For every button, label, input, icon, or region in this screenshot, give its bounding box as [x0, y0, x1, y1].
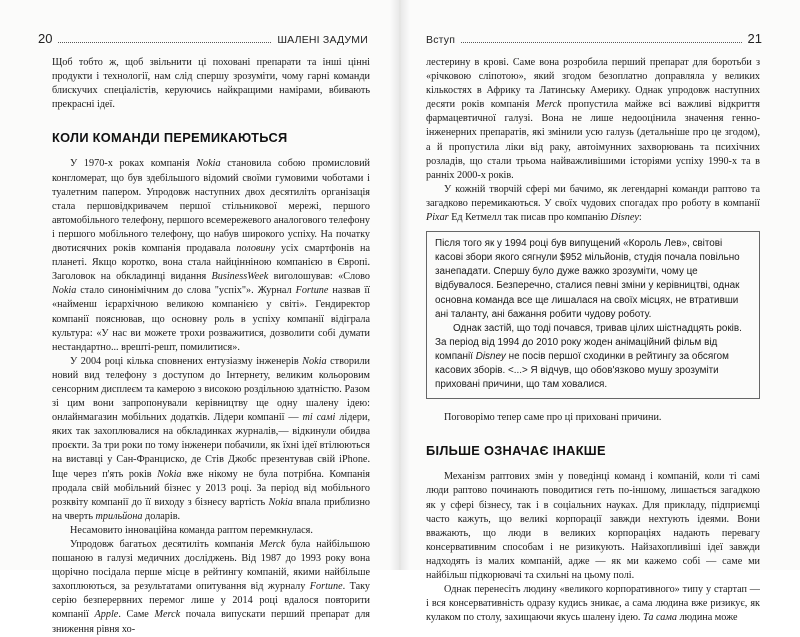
paragraph: Несамовито інноваційна команда раптом перемкнулася.	[70, 524, 313, 536]
dotted-leader	[58, 41, 271, 43]
paragraph: Поговорімо тепер саме про ці приховані причини.	[444, 412, 662, 424]
paragraph: У кожній творчій сфері ми бачимо, як легендарні команди раптово та загадково перемикаються. У своїх чудових спогадах про роботу в компанії Pixar Ед Кетмелл так писав про компанію Disney:	[426, 183, 760, 224]
chapter-title: Вступ	[426, 34, 456, 46]
page-number-left: 20	[38, 31, 53, 46]
paragraph: У 1970-х роках компанія Nokia становила собою промисловий конгломерат, що був здебільшого відомий своїми гумовими чоботами і туалетним папером. Упродовж наступних двох десятиліть організація стала першовідкривачем першої стільникової мережі, першого автомобільного телефону, першого всемережевого аналогового телефону і першого мобільного телефону, що набув широкого успіху. На початку двотисячних років компанія продавала половину усіх смартфонів на планеті. Якщо коротко, вона стала найцінніною компанією в Європі. Заголовок на обкладинці видання BusinessWeek виголошував: «Слово Nokia стало синонімічним до слова "успіх"». Журнал Fortune назвав її «найменш ієрархічною великою компанією у світі». Гендиректор компанії пояснював, що основну роль в успіху компанії відіграла культура: «У нас ви можете трохи розважитися, дозволити собі думати нестандартно... врешті-решт, помилитися».	[52, 158, 371, 353]
paragraph: лестерину в крові. Саме вона розробила перший препарат для боротьби з «річковою сліпотою», який згодом безоплатно доправляла у великих кількостях в Африку та Латинську Америку. Однак упродовж наступних десяти років компанія Merck пропустила майже всі важливі відкриття фармацевтичної галузі. Вона не лише недооцінила значення генно-інженерних препаратів, які змінили усю галузь (детальніше про це згодом), а й пропустила ліки від раку, автоімунних захворювань та психічних розладів, що стали трьома найважливішими історіями успіху 1990-х та в ранніх 2000-х років.	[426, 57, 760, 181]
section-heading: КОЛИ КОМАНДИ ПЕРЕМИКАЮТЬСЯ	[52, 130, 288, 146]
block-quote	[426, 231, 760, 399]
intro-paragraph: Щоб тобто ж, щоб звільнити ці поховані препарати та інші цінні продукти і технології, нам слід спершу зрозуміти, чому гарні команди блискучих спеціалістів, керуючись найкращими намірами, вбивають прекрасні ідеї.	[52, 57, 370, 111]
right-text-column	[426, 56, 760, 625]
paragraph: У 2004 році кілька сповнених ентузіазму інженерів Nokia створили новий вид телефону з доступом до Інтернету, великим кольоровим сенсорним дисплеєм та камерою з високою роздільною здатністю. Разом зі цим вони запропонували керівництву ще одну шалену ідею: онлайнмагазин мобільних додатків. Лідери компанії — ті самі лідери, яких так захоплювалися на обкладинках журналів,— відкинули обидва проєкти. За три роки по тому інженери побачили, як їхні ідеї втілюються на виставці у Сан-Франциско, де Стів Джобс презентував свій iPhone. Іще через п'ять років Nokia вже нікому не була потрібна. Компанія продала свій мобільний бізнес у 2013 році. За період від мобільного розквіту компанії до її виходу з бізнесу вартість Nokia впала приблизно на чверть трильйона доларів.	[52, 355, 371, 522]
left-running-head	[38, 32, 368, 46]
dotted-leader	[461, 41, 741, 43]
paragraph: Механізм раптових змін у поведінці команд і компаній, коли ті самі люди раптово починають поводитися геть по-іншому, лишається загадкою як у сфері бізнесу, так і в соціальних науках. Для прикладу, підприємці часто кажуть, що великі корпорації завжди нехтують ідеями. Вони вважають, що люди в великих корпораціях надають перевагу консервативним способам і не ризикують. Найзахопливіші ідеї завжди надходять із малих компаній, адже — як ми кажемо собі — саме ми найбільш підкорювачі та схильні на цьому полі.	[426, 471, 760, 581]
quote-paragraph: Після того як у 1994 році був випущений «Король Лев», світові касові збори якого сягнули $952 мільйонів, студія почала повільно занепадати. Спершу було дуже важко зрозуміти, чому це відбувалося. Безперечно, сталися певні зміни у керівництві, однак основна команда все ще лишалася на своїх місцях, не втративши ані таланту, ані бажання робити чудову роботу.	[435, 238, 740, 320]
section-heading: БІЛЬШЕ ОЗНАЧАЄ ІНАКШЕ	[426, 443, 606, 459]
right-page	[402, 0, 800, 624]
page-number-right: 21	[747, 31, 762, 46]
left-text-column	[52, 56, 370, 637]
quote-paragraph: Однак застій, що тоді почався, тривав цілих шістнадцять років. За період від 1994 до 2010 року жоден анімаційний фільм від компанії Disney не посів першої сходинки в рейтингу за обсягом касових зборів. <...> Я відчув, що обов'язково мушу зрозуміти приховані причини, що там ховалися.	[435, 322, 742, 391]
book-title: ШАЛЕНІ ЗАДУМИ	[277, 34, 368, 46]
right-running-head	[426, 32, 762, 46]
left-page	[0, 0, 398, 635]
paragraph: Упродовж багатьох десятиліть компанія Merck була найбільшою пошаною в галузі медичних досліджень. Від 1987 до 1993 року вона щорічно посідала перше місце в рейтингу компаній, якими найбільше захоплюються, за результатами опитування від журналу Fortune. Таку серію безперервних перемог лише у 2014 році вдалося повторити компанії Apple. Саме Merck почала випускати перший препарат для зниження рівня хо-	[52, 539, 370, 635]
paragraph: Однак перенесіть людину «великого корпоративного» типу у стартап — і вся консервативність одразу кудись зникає, а сама людина вже ризикує, як кулаком по столу, захищаючи якусь шалену ідею. Та сама людина може	[426, 584, 760, 624]
